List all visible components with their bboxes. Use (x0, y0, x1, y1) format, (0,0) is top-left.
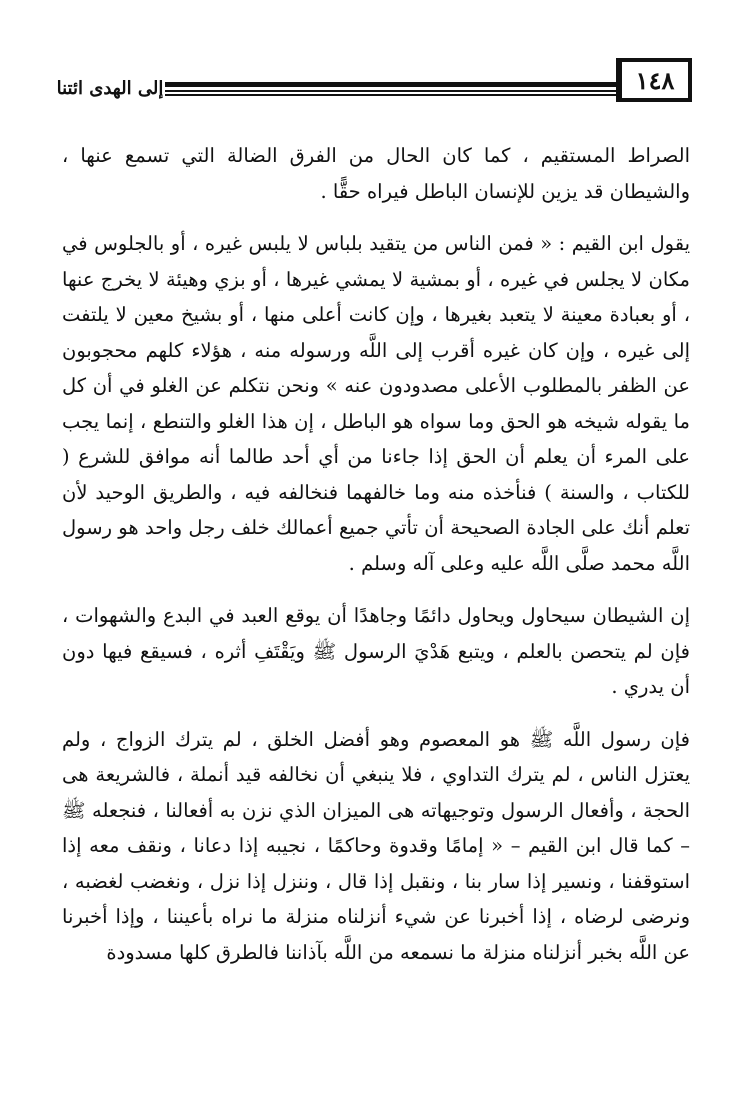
header-rule-thick (165, 82, 616, 87)
paragraph: إن الشيطان سيحاول ويحاول دائمًا وجاهدًا أن يوقع العبد في البدع والشهوات ، فإن لم يتحصن بالعلم ، ويتبع هَدْيَ الرسول ﷺ ويَقْتَفِ أثره ، فسيقع فيها دون أن يدري . (62, 604, 690, 698)
header-rule (165, 82, 616, 96)
book-title: إلى الهدى ائتنا (56, 78, 164, 99)
paragraph: يقول ابن القيم : « فمن الناس من يتقيد بلباس لا يلبس غيره ، أو بالجلوس في مكان لا يجلس في غيره ، أو بمشية لا يمشي غيرها ، أو بزي وهيئة لا يخرج عنها ، أو بعبادة معينة لا يتعبد بغيرها ، وإن كانت أعلى منها ، أو بشيخ معين لا يلتفت إلى غيره ، وإن كان غيره أقرب إلى اللَّه ورسوله منه ، هؤلاء كلهم محجوبون عن الظفر بالمطلوب الأعلى مصدودون عنه » ونحن نتكلم عن الغلو في أن كل ما يقوله شيخه هو الحق وما سواه هو الباطل ، إن هذا الغلو والتنطع ، إنما يجب على المرء أن يعلم أن الحق إذا جاءنا من أي أحد طالما أنه موافق للشرع ( للكتاب ، والسنة ) فنأخذه منه وما خالفهما فنخالفه فيه ، والطريق الوحيد لأن تعلم أنك على الجادة الصحيحة أن تأتي جميع أعمالك خلف رجل واحد هو رسول اللَّه محمد صلَّى اللَّه عليه وعلى آله وسلم . (62, 232, 690, 575)
page-number: ١٤٨ (616, 58, 692, 102)
page-header (55, 58, 692, 106)
paragraph: الصراط المستقيم ، كما كان الحال من الفرق الضالة التي تسمع عنها ، والشيطان قد يزين للإنسان الباطل فيراه حقًّا . (62, 144, 690, 203)
header-rule-thin (165, 94, 616, 96)
paragraph: فإن رسول اللَّه ﷺ هو المعصوم وهو أفضل الخلق ، لم يترك الزواج ، ولم يعتزل الناس ، لم يترك التداوي ، فلا ينبغي أن نخالفه قيد أنملة ، فالشريعة هى الحجة ، وأفعال الرسول وتوجيهاته هى الميزان الذي نزن به أفعالنا ، فنجعله ﷺ – كما قال ابن القيم – « إمامًا وقدوة وحاكمًا ، نجيبه إذا دعانا ، ونقف معه إذا استوقفنا ، ونسير إذا سار بنا ، ونقبل إذا قال ، وننزل إذا نزل ، ونغضب لغضبه ، ونرضى لرضاه ، إذا أخبرنا عن شيء أنزلناه منزلة ما نراه بأعيننا ، وإذا أخبرنا عن اللَّه بخبر أنزلناه منزلة ما نسمعه من اللَّه بآذاننا فالطرق كلها مسدودة (62, 727, 690, 964)
page-body (62, 138, 690, 987)
header-rule-thin (165, 90, 616, 92)
